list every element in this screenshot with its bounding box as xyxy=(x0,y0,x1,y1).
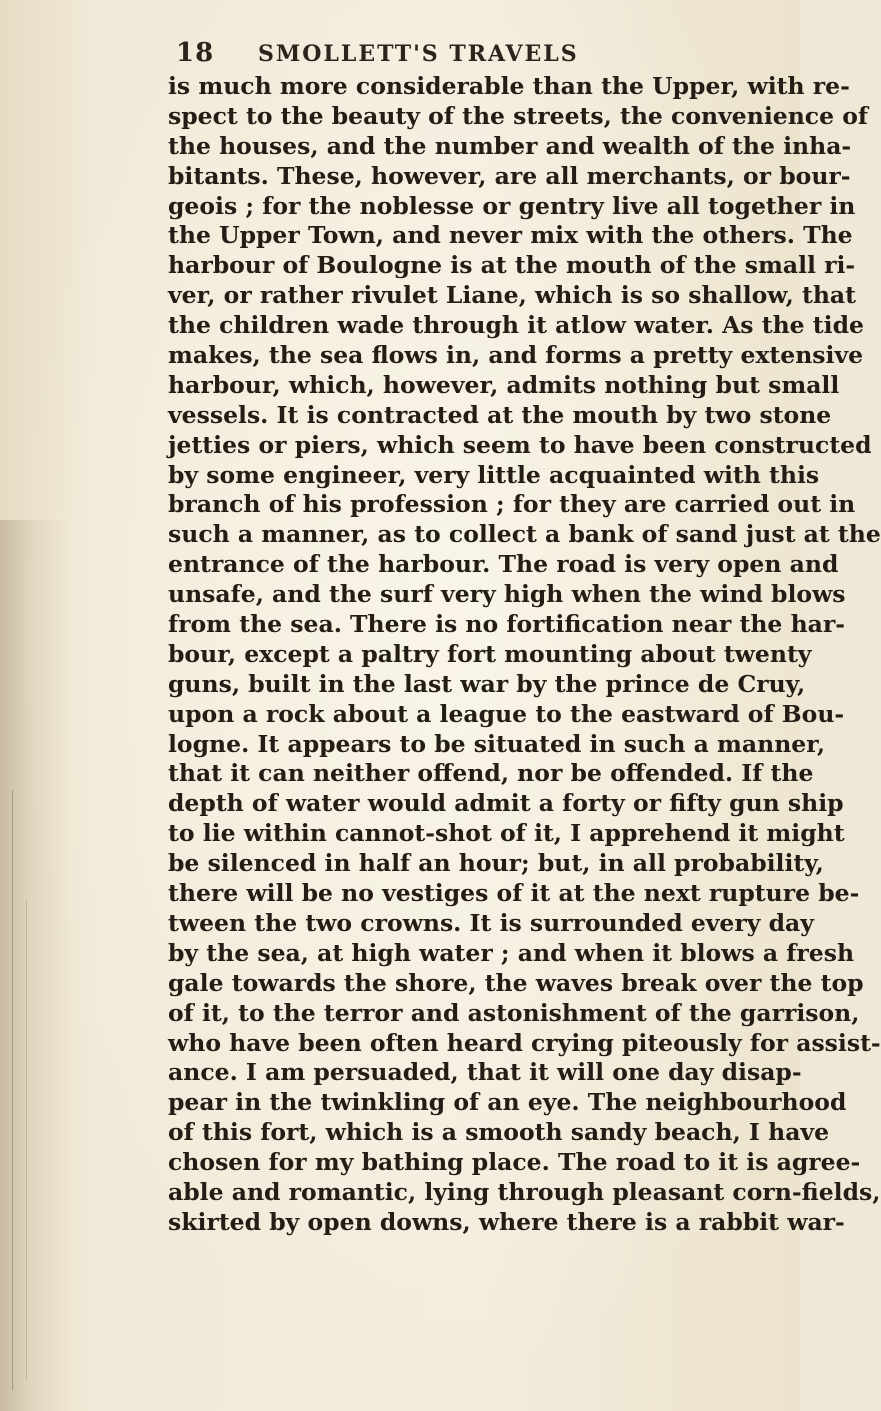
text-line: spect to the beauty of the streets, the convenience of xyxy=(168,101,869,130)
text-line: depth of water would admit a forty or fifty gun ship xyxy=(168,789,844,818)
page-edge-shadow xyxy=(0,520,70,1411)
text-line: the Upper Town, and never mix with the others. The xyxy=(168,221,853,250)
page-number: 18 xyxy=(176,38,215,68)
text-line: entrance of the harbour. The road is very open and xyxy=(168,550,839,579)
text-line: be silenced in half an hour; but, in all probability, xyxy=(168,849,824,878)
text-line: logne. It appears to be situated in such a manner, xyxy=(168,729,826,758)
text-line: able and romantic, lying through pleasant corn-fields, xyxy=(168,1177,881,1206)
text-line: makes, the sea flows in, and forms a pretty extensive xyxy=(168,341,864,370)
text-line: pear in the twinkling of an eye. The neighbourhood xyxy=(168,1088,847,1117)
page-edge-line xyxy=(26,900,27,1380)
text-line: to lie within cannot-shot of it, I apprehend it might xyxy=(168,819,845,848)
text-line: gale towards the shore, the waves break over the top xyxy=(168,968,864,997)
text-line: the children wade through it atlow water. As the tide xyxy=(168,311,864,340)
text-line: ance. I am persuaded, that it will one day disap- xyxy=(168,1058,802,1087)
text-line: bour, except a paltry fort mounting about twenty xyxy=(168,639,812,668)
running-head: SMOLLETT'S TRAVELS xyxy=(258,41,579,67)
text-line: by the sea, at high water ; and when it blows a fresh xyxy=(168,938,855,967)
text-line: harbour of Boulogne is at the mouth of the small ri- xyxy=(168,251,856,280)
page-edge-line xyxy=(12,790,13,1390)
body-text xyxy=(168,72,881,1238)
text-line: that it can neither offend, nor be offended. If the xyxy=(168,759,814,788)
text-line: by some engineer, very little acquainted with this xyxy=(168,460,820,489)
text-line: tween the two crowns. It is surrounded every day xyxy=(168,908,814,937)
text-line: of this fort, which is a smooth sandy beach, I have xyxy=(168,1118,830,1147)
text-line: such a manner, as to collect a bank of sand just at the xyxy=(168,520,881,549)
text-line: unsafe, and the surf very high when the wind blows xyxy=(168,580,846,609)
page-header xyxy=(176,38,736,74)
text-line: branch of his profession ; for they are carried out in xyxy=(168,490,856,519)
text-line: from the sea. There is no fortification near the har- xyxy=(168,610,846,639)
text-line: chosen for my bathing place. The road to it is agree- xyxy=(168,1148,861,1177)
text-line: there will be no vestiges of it at the next rupture be- xyxy=(168,879,860,908)
text-line: the houses, and the number and wealth of the inha- xyxy=(168,131,852,160)
text-line: skirted by open downs, where there is a rabbit war- xyxy=(168,1207,845,1236)
text-line: geois ; for the noblesse or gentry live all together in xyxy=(168,191,856,220)
text-line: who have been often heard crying piteously for assist- xyxy=(168,1028,881,1057)
text-line: guns, built in the last war by the prince de Cruy, xyxy=(168,669,806,698)
text-line: is much more considerable than the Upper, with re- xyxy=(168,72,850,100)
text-line: harbour, which, however, admits nothing but small xyxy=(168,370,840,399)
text-line: of it, to the terror and astonishment of the garrison, xyxy=(168,998,860,1027)
text-line: jetties or piers, which seem to have been constructed xyxy=(168,430,872,459)
text-line: bitants. These, however, are all merchants, or bour- xyxy=(168,161,851,190)
text-line: ver, or rather rivulet Liane, which is so shallow, that xyxy=(168,281,856,310)
text-line: upon a rock about a league to the eastward of Bou- xyxy=(168,699,845,728)
text-line: vessels. It is contracted at the mouth by two stone xyxy=(168,400,832,429)
